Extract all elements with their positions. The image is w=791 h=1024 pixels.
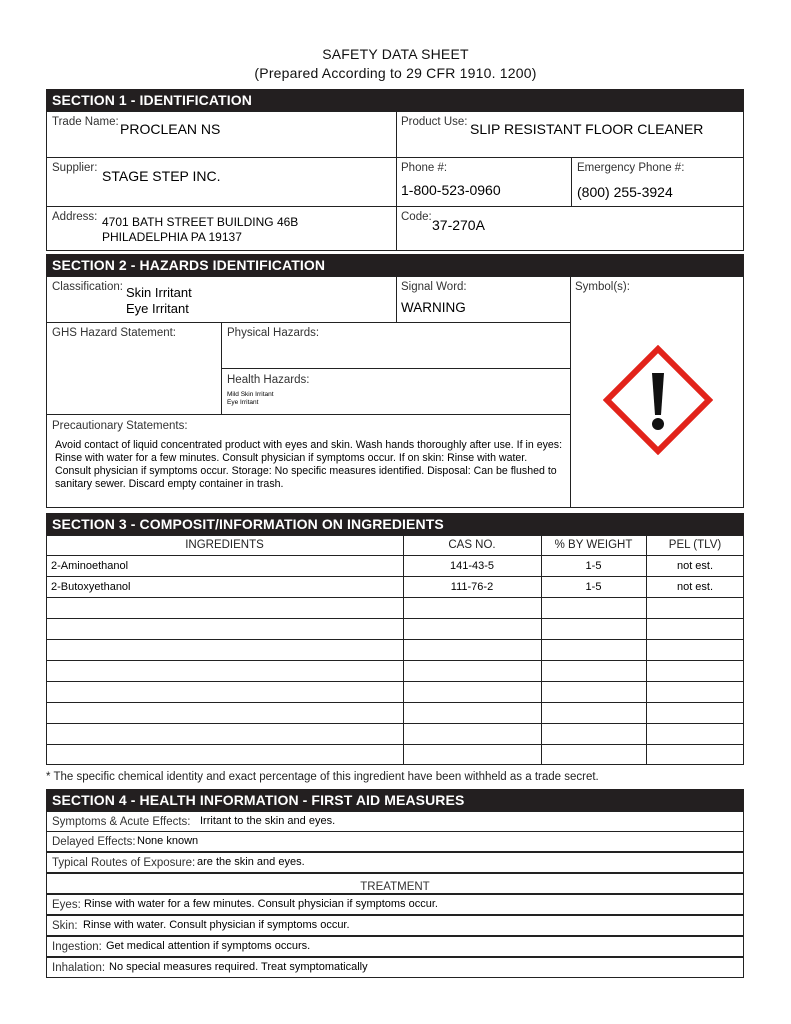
s2-divider-3 [46,414,570,415]
emergency-phone-value: (800) 255-3924 [577,184,673,200]
trade-secret-footnote: * The specific chemical identity and exact percentage of this ingredient have been withheld as a trade secret. [46,771,599,783]
code-label: Code: [401,211,432,223]
row-divider [46,660,744,661]
col-header-pel: PEL (TLV) [668,539,722,551]
ingestion-label: Ingestion: [52,941,102,953]
supplier-label: Supplier: [52,162,98,174]
table-row-1-ingredient: 2-Aminoethanol [51,560,129,572]
col-header-cas: CAS NO. [448,539,496,551]
table-row-1-cas: 141-43-5 [449,560,495,572]
eyes-row [46,894,744,915]
ghs-hazard-label: GHS Hazard Statement: [52,327,176,339]
precautionary-label: Precautionary Statements: [52,420,188,432]
s1-vdivider [396,111,397,251]
treatment-label: TREATMENT [360,881,430,893]
col-header-ingredients: INGREDIENTS [185,539,264,551]
s1-vdivider-phone [571,157,572,206]
section-1-heading: SECTION 1 - IDENTIFICATION [46,89,744,111]
trade-name-value: PROCLEAN NS [120,121,221,137]
exclamation-dot [652,418,664,430]
emergency-phone-label: Emergency Phone #: [577,162,685,174]
skin-label: Skin: [52,920,78,932]
ghs-exclamation-pictogram-icon [603,345,713,455]
table-row-2-cas: 111-76-2 [450,581,494,593]
row-divider [46,681,744,682]
document-title: SAFETY DATA SHEET [322,46,469,62]
s2-divider-1 [46,322,570,323]
inhalation-value: No special measures required. Treat symptomatically [109,961,368,973]
supplier-value: STAGE STEP INC. [102,168,221,184]
phone-label: Phone #: [401,162,448,174]
row-divider [46,639,744,640]
inhalation-row [46,957,744,978]
delayed-effects-row [46,831,744,852]
ingestion-value: Get medical attention if symptoms occurs. [106,940,311,952]
section-4-heading: SECTION 4 - HEALTH INFORMATION - FIRST AID MEASURES [46,789,744,811]
delayed-effects-value: None known [137,835,199,847]
routes-label: Typical Routes of Exposure: [52,857,196,869]
row-divider [46,576,744,577]
health-hazard-2: Eye Irritant [227,399,259,406]
table-row-1-weight: 1-5 [585,560,602,572]
row-divider [46,618,744,619]
health-hazards-label: Health Hazards: [227,374,310,386]
s2-vdivider-symbol [570,276,571,508]
row-divider [46,597,744,598]
product-use-value: SLIP RESISTANT FLOOR CLEANER [470,121,704,137]
table-row-1-pel: not est. [676,560,714,572]
document-subtitle: (Prepared According to 29 CFR 1910. 1200) [254,65,537,81]
classification-value-2: Eye Irritant [126,301,189,316]
inhalation-label: Inhalation: [52,962,106,974]
signal-word-label: Signal Word: [401,281,467,293]
code-value: 37-270A [432,217,485,233]
precautionary-text: Avoid contact of liquid concentrated product with eyes and skin. Wash hands thoroughly after use. If in eyes: Rinse with water for a few minutes. Consult physician if symptoms occur. If on skin: Rinse with water. Consult physician if symptoms occur. Storage: No specific measures identified. Disposal: Can be flushed to sanitary sewer. Discard empty container in trash. [55,439,563,490]
table-row-2-weight: 1-5 [585,581,602,593]
row-divider [46,555,744,556]
ingestion-row [46,936,744,957]
s2-divider-2 [221,368,570,369]
phone-value: 1-800-523-0960 [401,182,501,198]
skin-value: Rinse with water. Consult physician if symptoms occur. [83,919,350,931]
symptoms-label: Symptoms & Acute Effects: [52,816,191,828]
section-3-heading: SECTION 3 - COMPOSIT/INFORMATION ON INGREDIENTS [46,513,744,535]
routes-row [46,852,744,873]
health-hazard-1: Mild Skin Irritant [227,391,274,398]
section-2-heading: SECTION 2 - HAZARDS IDENTIFICATION [46,254,744,276]
treatment-header-row [46,873,744,894]
symptoms-row [46,811,744,832]
physical-hazards-label: Physical Hazards: [227,327,320,339]
row-divider [46,702,744,703]
s1-divider-1 [46,157,744,158]
skin-row [46,915,744,936]
address-line-1: 4701 BATH STREET BUILDING 46B [102,215,299,229]
address-line-2: PHILADELPHIA PA 19137 [102,230,242,244]
trade-name-label: Trade Name: [52,116,119,128]
table-row-2-ingredient: 2-Butoxyethanol [51,581,131,593]
table-row-2-pel: not est. [676,581,714,593]
address-label: Address: [52,211,98,223]
s2-vdivider-signal [396,276,397,322]
row-divider [46,723,744,724]
eyes-value: Rinse with water for a few minutes. Consult physician if symptoms occur. [84,898,438,910]
routes-value: are the skin and eyes. [197,856,305,868]
signal-word-value: WARNING [401,300,466,315]
symbols-label: Symbol(s): [575,281,630,293]
col-header-weight: % BY WEIGHT [554,539,633,551]
eyes-label: Eyes: [52,899,81,911]
product-use-label: Product Use: [401,116,468,128]
symptoms-value: Irritant to the skin and eyes. [200,815,336,827]
classification-label: Classification: [52,281,123,293]
classification-value-1: Skin Irritant [126,285,192,300]
s1-divider-2 [46,206,744,207]
delayed-effects-label: Delayed Effects: [52,836,136,848]
row-divider [46,744,744,745]
